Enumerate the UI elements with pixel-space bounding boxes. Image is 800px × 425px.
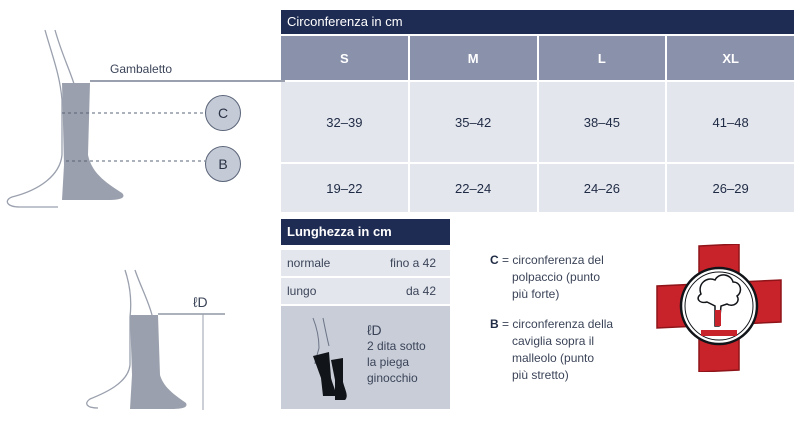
table-cell: 24–26 [539,164,666,212]
length-row [281,250,450,276]
table-cell: 19–22 [281,164,408,212]
circumference-table-title: Circonferenza in cm [281,10,794,34]
stocking [62,83,124,200]
length-leg-illustration [60,265,290,415]
table-cell: 41–48 [667,82,794,162]
knee-stocking-icon [299,316,359,404]
length-note-line: la piega [367,355,410,369]
length-note-line: ginocchio [367,371,418,385]
length-row-value: fino a 42 [389,256,436,270]
size-header-cell: M [410,36,537,80]
red-cross-logo [655,244,783,372]
length-row-value: da 42 [405,284,436,298]
size-header-row [281,36,794,80]
length-note [367,322,426,386]
length-row-label: lungo [287,284,317,298]
length-table-title: Lunghezza in cm [281,219,450,245]
length-marker-label: ℓD [193,294,208,310]
legend-text: caviglia sopra il [512,334,595,348]
legend-key-c: C [490,253,499,267]
length-note-marker: ℓD [367,322,382,338]
table-row-c [281,82,794,162]
marker-b: B [205,146,241,182]
table-cell: 38–45 [539,82,666,162]
leg-outline-back [135,270,152,315]
size-header-cell: S [281,36,408,80]
gambaletto-label: Gambaletto [110,62,173,76]
legend-text: = circonferenza della [502,317,614,331]
legend-text: più forte) [512,287,560,301]
table-cell: 26–29 [667,164,794,212]
leg-outline-back [55,30,75,87]
legend-c [490,252,630,303]
length-note-line: 2 dita sotto [367,339,426,353]
legend-text: malleolo (punto [512,351,595,365]
length-row-label: normale [287,256,331,270]
stocking [130,315,186,409]
length-row [281,278,450,304]
legend-text: polpaccio (punto [512,270,601,284]
legend-key-b: B [490,317,499,331]
legend-text: = circonferenza del [502,253,604,267]
table-cell: 22–24 [410,164,537,212]
size-header-cell: XL [667,36,794,80]
size-header-cell: L [539,36,666,80]
marker-c: C [205,95,241,131]
stocking-leg-illustration [0,25,285,210]
table-cell: 32–39 [281,82,408,162]
leg-outline [7,30,62,207]
legend-text: più stretto) [512,368,569,382]
table-cell: 35–42 [410,82,537,162]
leg-outline [87,270,131,408]
legend-b [490,316,630,384]
table-row-b [281,164,794,212]
